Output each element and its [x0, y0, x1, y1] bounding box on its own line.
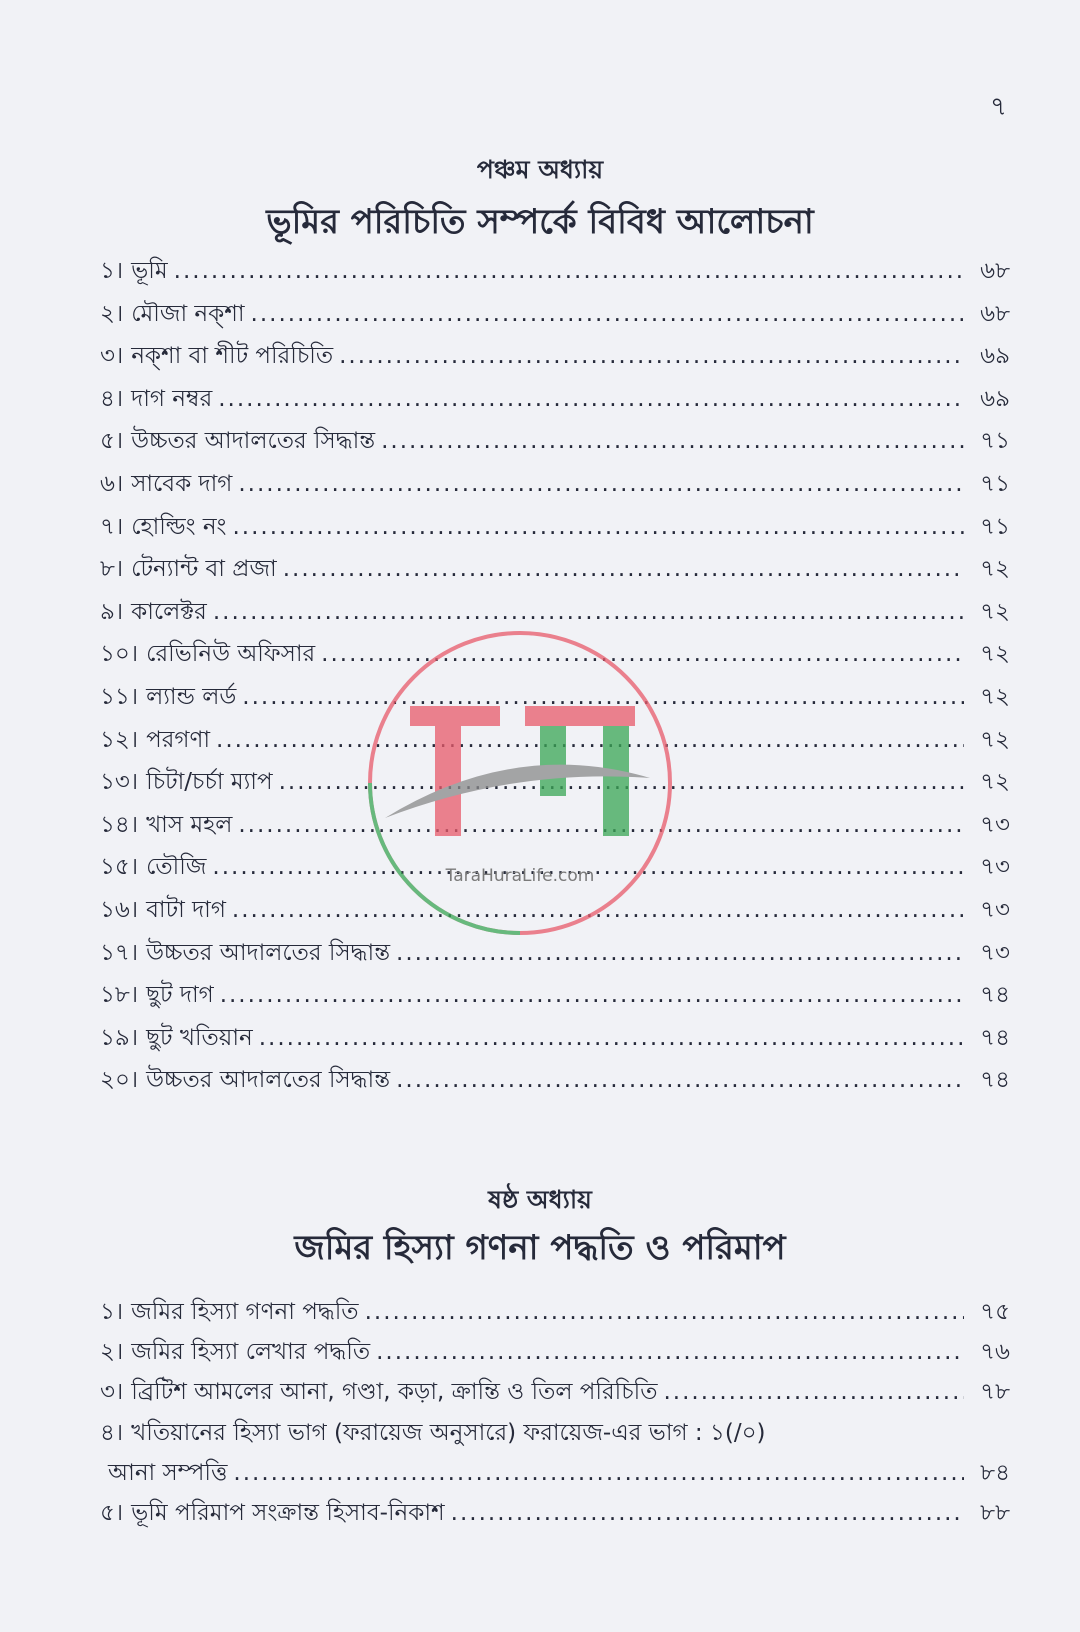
chapter-5-title: ভূমির পরিচিতি সম্পর্কে বিবিধ আলোচনা	[266, 202, 814, 242]
toc-entry-title: ভূমি	[131, 258, 168, 284]
toc-entry-title: খাস মহল	[146, 811, 233, 838]
toc-entry-number: ১৩।	[100, 769, 139, 796]
toc-entry-number: ২।	[100, 300, 124, 327]
toc-entry-page: ৭২	[980, 641, 1010, 668]
toc-entry	[100, 974, 1010, 1017]
toc-entry-title: উচ্চতর আদালতের সিদ্ধান্ত	[146, 939, 391, 966]
toc-entry-leader	[220, 974, 964, 1017]
page-number: ৭	[990, 92, 1007, 122]
toc-entry-title: দাগ নম্বর	[131, 385, 213, 412]
toc-entry-title: মৌজা নক্শা	[131, 300, 245, 327]
toc-entry	[100, 1332, 1010, 1372]
toc-entry-page: ৭২	[980, 556, 1010, 583]
chapter-6-toc	[100, 1292, 1010, 1533]
toc-entry-number: ১৯।	[100, 1024, 139, 1051]
toc-entry-page: ৭৬	[980, 1339, 1010, 1366]
toc-entry-leader	[365, 1292, 964, 1332]
watermark-green-stem	[540, 726, 566, 796]
toc-entry-page: ৬৯	[980, 385, 1010, 412]
toc-entry-number: ১৪।	[100, 811, 139, 838]
toc-entry-title: তৌজি	[146, 854, 207, 881]
toc-entry-leader	[339, 335, 964, 378]
toc-entry-leader	[396, 1059, 964, 1102]
toc-entry-title: উচ্চতর আদালতের সিদ্ধান্ত	[131, 428, 376, 455]
toc-entry-number: ৫।	[100, 1499, 124, 1526]
toc-entry	[100, 1292, 1010, 1332]
toc-entry-leader	[233, 1453, 964, 1493]
toc-entry-leader	[232, 506, 964, 549]
toc-entry-title: জমির হিস্যা গণনা পদ্ধতি	[131, 1299, 359, 1325]
toc-entry-title: হোল্ডিং নং	[131, 513, 227, 540]
toc-entry	[100, 1453, 1010, 1493]
chapter-5-label: পঞ্চম অধ্যায়	[476, 155, 604, 184]
toc-entry-title: কালেক্টর	[131, 598, 207, 625]
chapter-6-title: জমির হিস্যা গণনা পদ্ধতি ও পরিমাপ	[294, 1228, 786, 1268]
toc-entry-number: ২।	[100, 1339, 124, 1366]
toc-entry	[100, 378, 1010, 421]
toc-entry-title: ছুট দাগ	[146, 982, 214, 1009]
toc-entry-title: নক্শা বা শীট পরিচিতি	[131, 343, 334, 370]
toc-entry-leader	[451, 1493, 964, 1533]
toc-entry-number: ৩।	[100, 343, 124, 370]
toc-entry-number: ১৮।	[100, 982, 139, 1009]
watermark-green-stem	[603, 726, 629, 836]
toc-entry-number: ১।	[100, 258, 124, 284]
toc-entry	[100, 293, 1010, 336]
watermark-red-bar	[525, 706, 635, 726]
watermark-logo-icon	[365, 628, 675, 938]
toc-entry-title: খতিয়ানের হিস্যা ভাগ (ফরায়েজ অনুসারে) ফরায়েজ-এর ভাগ : ১(/০)	[131, 1419, 766, 1446]
toc-entry-page: ৭২	[980, 598, 1010, 625]
watermark-site-text: TaraHuraLife.com	[445, 866, 595, 886]
toc-entry-number: ৪।	[100, 1419, 124, 1446]
toc-entry	[100, 1372, 1010, 1412]
toc-entry-page: ৭৪	[980, 1067, 1010, 1094]
toc-entry	[100, 463, 1010, 506]
toc-entry-leader	[174, 250, 964, 293]
toc-entry-number: ১।	[100, 1299, 124, 1325]
toc-entry-number: ৭।	[100, 513, 124, 540]
toc-entry-leader	[283, 548, 964, 591]
toc-entry-title: উচ্চতর আদালতের সিদ্ধান্ত	[146, 1067, 391, 1094]
toc-entry-leader	[213, 591, 964, 634]
toc-entry-page: ৭১	[980, 513, 1010, 540]
toc-entry-number: ৪।	[100, 385, 124, 412]
chapter-6-label: ষষ্ঠ অধ্যায়	[488, 1185, 592, 1214]
toc-entry-title: আনা সম্পত্তি	[108, 1459, 228, 1486]
toc-entry-number: ১০।	[100, 641, 139, 668]
toc-entry-page: ৮৪	[980, 1459, 1010, 1486]
toc-entry-page: ৭১	[980, 428, 1010, 455]
toc-entry-title: রেভিনিউ অফিসার	[146, 641, 316, 668]
toc-entry-page: ৭২	[980, 769, 1010, 796]
toc-entry-page: ৭৪	[980, 1024, 1010, 1051]
toc-entry-leader	[238, 463, 964, 506]
toc-entry-title: ভূমি পরিমাপ সংক্রান্ত হিসাব-নিকাশ	[131, 1499, 445, 1526]
toc-entry-title: সাবেক দাগ	[131, 470, 233, 497]
toc-entry	[100, 250, 1010, 293]
toc-entry-page: ৭২	[980, 683, 1010, 710]
toc-entry-page: ৭২	[980, 726, 1010, 753]
toc-entry	[100, 506, 1010, 549]
toc-entry-page: ৭৩	[980, 811, 1010, 838]
toc-entry-leader	[381, 420, 964, 463]
toc-entry-leader	[251, 293, 964, 336]
toc-entry	[100, 1017, 1010, 1060]
toc-entry-page: ৭৩	[980, 896, 1010, 923]
toc-entry-title: চিটা/চর্চা ম্যাপ	[146, 769, 273, 796]
toc-entry	[100, 420, 1010, 463]
toc-entry-title: ল্যান্ড লর্ড	[146, 683, 237, 710]
toc-entry-leader	[376, 1332, 964, 1372]
toc-entry-number: ৫।	[100, 428, 124, 455]
toc-entry-page: ৬৮	[980, 258, 1010, 284]
toc-entry-number: ৩।	[100, 1379, 124, 1406]
toc-entry-title: পরগণা	[146, 726, 211, 753]
watermark-red-stem	[435, 726, 461, 836]
toc-entry-title: ছুট খতিয়ান	[146, 1024, 253, 1051]
toc-entry-page: ৬৮	[980, 300, 1010, 327]
toc-entry-number: ১৬।	[100, 896, 139, 923]
toc-entry-title: ব্রিটিশ আমলের আনা, গণ্ডা, কড়া, ক্রান্তি ও তিল পরিচিতি	[131, 1379, 658, 1406]
toc-entry-leader	[218, 378, 964, 421]
toc-entry-page: ৬৯	[980, 343, 1010, 370]
toc-entry	[100, 1059, 1010, 1102]
toc-entry	[100, 1413, 1010, 1453]
watermark-red-bar	[410, 706, 500, 726]
toc-entry	[100, 1493, 1010, 1533]
toc-entry-number: ৬।	[100, 470, 124, 497]
toc-entry-number: ১১।	[100, 683, 139, 710]
toc-entry-page: ৭৪	[980, 982, 1010, 1009]
toc-entry-number: ১২।	[100, 726, 139, 753]
toc-entry-number: ১৭।	[100, 939, 139, 966]
toc-entry	[100, 335, 1010, 378]
toc-entry-page: ৭১	[980, 470, 1010, 497]
toc-entry-number: ৯।	[100, 598, 124, 625]
toc-entry-page: ৮৮	[980, 1499, 1010, 1526]
toc-entry-title: জমির হিস্যা লেখার পদ্ধতি	[131, 1339, 371, 1366]
toc-entry-page: ৭৩	[980, 939, 1010, 966]
toc-entry-number: ২০।	[100, 1067, 139, 1094]
toc-entry-page: ৭৮	[980, 1379, 1010, 1406]
toc-entry	[100, 548, 1010, 591]
toc-entry-page: ৭৩	[980, 854, 1010, 881]
toc-entry-title: বাটা দাগ	[146, 896, 226, 923]
toc-entry-leader	[663, 1372, 964, 1412]
toc-entry-number: ১৫।	[100, 854, 139, 881]
toc-entry-leader	[259, 1017, 964, 1060]
toc-entry-number: ৮।	[100, 556, 124, 583]
toc-entry	[100, 591, 1010, 634]
toc-entry-title: টেন্যান্ট বা প্রজা	[131, 556, 277, 583]
toc-entry-page: ৭৫	[980, 1299, 1010, 1325]
